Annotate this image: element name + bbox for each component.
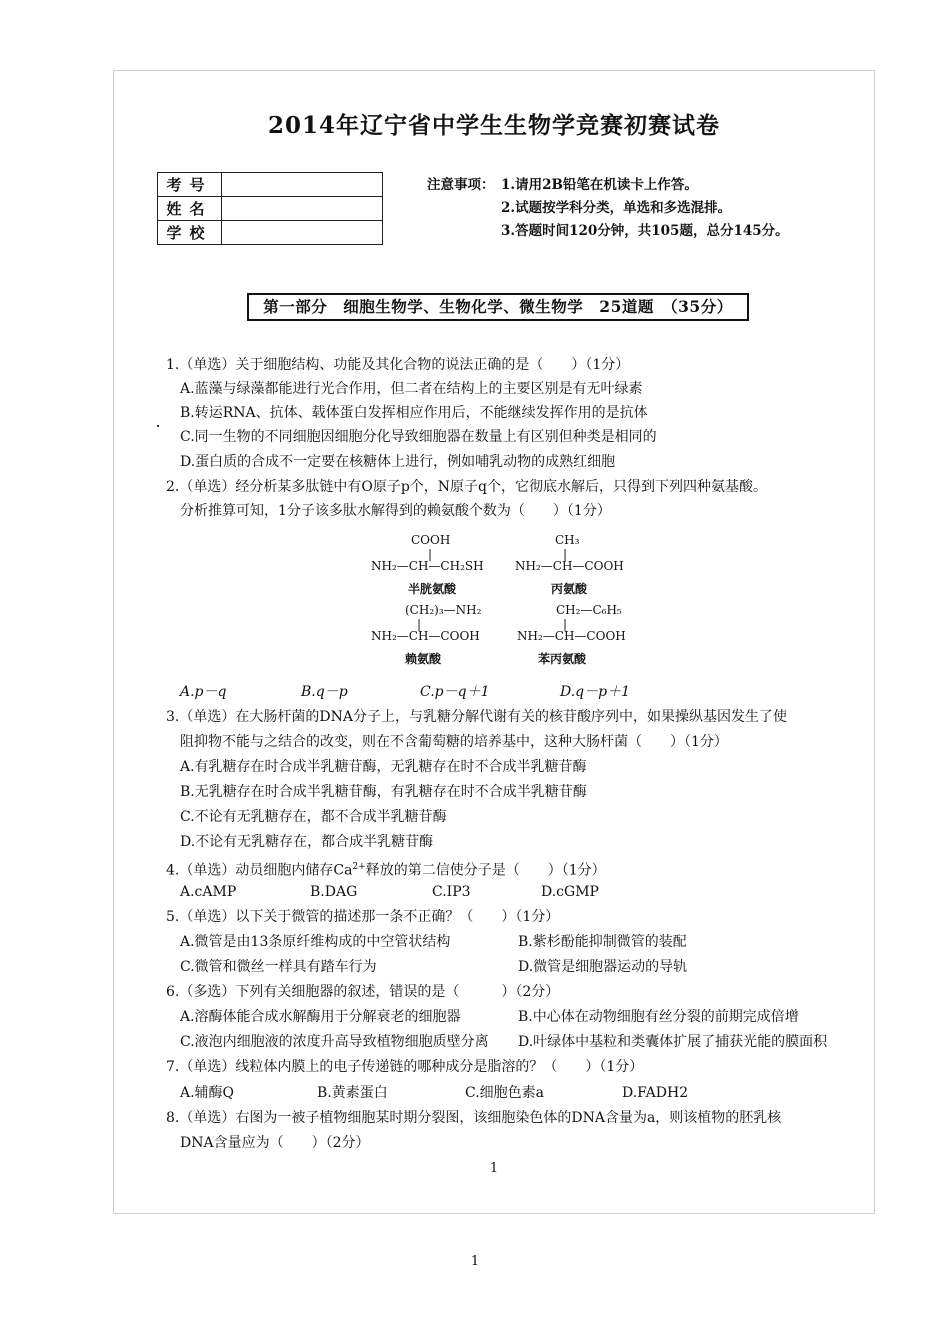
q8-stem-line1: 8.（单选）右图为一被子植物细胞某时期分裂图，该细胞染色体的DNA含量为a，则该植物的胚乳核 (166, 1110, 782, 1126)
candidate-info-table (157, 172, 383, 245)
exam-number-field (222, 173, 383, 197)
q2-stem-line2: 分析推算可知，1分子该多肽水解得到的赖氨酸个数为（ ）（1分） (180, 503, 611, 519)
exam-title: 2014年辽宁省中学生生物学竞赛初赛试卷 (267, 112, 720, 139)
cysteine-side-group: COOH (411, 533, 451, 547)
notes-heading: 注意事项： (427, 177, 495, 193)
q1-stem: 1.（单选）关于细胞结构、功能及其化合物的说法正确的是（ ）（1分） (166, 357, 630, 373)
q4-option-c: C.IP3 (432, 884, 471, 900)
q2-option-d: D.q－p＋1 (560, 684, 631, 700)
q1-option-a: A.蓝藻与绿藻都能进行光合作用，但二者在结构上的主要区别是有无叶绿素 (180, 381, 643, 397)
q1-option-d: D.蛋白质的合成不一定要在核糖体上进行，例如哺乳动物的成熟红细胞 (180, 454, 616, 470)
q5-option-b: B.紫杉酚能抑制微管的装配 (518, 934, 687, 950)
alanine-name: 丙氨酸 (551, 582, 588, 596)
note-item: 3.答题时间120分钟，共105题，总分145分。 (501, 223, 789, 239)
q6-stem: 6.（多选）下列有关细胞器的叙述，错误的是（ ）（2分） (166, 984, 560, 1000)
alanine-side-group: CH₃ (555, 533, 580, 547)
q3-stem-line1: 3.（单选）在大肠杆菌的DNA分子上，与乳糖分解代谢有关的核苷酸序列中，如果操纵基因发生了使 (166, 709, 787, 725)
lysine-name: 赖氨酸 (405, 652, 442, 666)
q5-stem: 5.（单选）以下关于微管的描述那一条不正确？（ ）（1分） (166, 909, 560, 925)
q2-stem-line1: 2.（单选）经分析某多肽链中有O原子p个，N原子q个，它彻底水解后，只得到下列四种氨基酸。 (166, 479, 768, 495)
info-row-exam-number (158, 173, 383, 197)
info-label: 考号 (158, 173, 222, 197)
phenylalanine-formula: NH₂—CH—COOH (517, 629, 626, 643)
school-field (222, 221, 383, 245)
info-label: 姓名 (158, 197, 222, 221)
info-label: 学校 (158, 221, 222, 245)
section-title: 第一部分 细胞生物学、生物化学、微生物学 25道题 （35分） (247, 293, 749, 321)
page-number-inner: 1 (489, 1161, 499, 1176)
q4-stem (166, 855, 846, 883)
phenylalanine-side-group: CH₂—C₆H₅ (556, 603, 622, 617)
q7-stem: 7.（单选）线粒体内膜上的电子传递链的哪种成分是脂溶的？（ ）（1分） (166, 1059, 644, 1075)
info-row-name (158, 197, 383, 221)
q4-option-b: B.DAG (310, 884, 358, 900)
q4-stem-post: 释放的第二信使分子是（ ）（1分） (365, 862, 606, 879)
q3-option-a: A.有乳糖存在时合成半乳糖苷酶，无乳糖存在时不合成半乳糖苷酶 (180, 759, 587, 775)
q6-option-a: A.溶酶体能合成水解酶用于分解衰老的细胞器 (180, 1009, 461, 1025)
lysine-side-group: (CH₂)₃—NH₂ (405, 603, 482, 617)
q6-option-b: B.中心体在动物细胞有丝分裂的前期完成倍增 (518, 1009, 799, 1025)
q5-option-a: A.微管是由13条原纤维构成的中空管状结构 (180, 934, 451, 950)
q5-option-c: C.微管和微丝一样具有踏车行为 (180, 959, 377, 975)
q1-option-b: B.转运RNA、抗体、载体蛋白发挥相应作用后，不能继续发挥作用的是抗体 (180, 405, 648, 421)
name-field (222, 197, 383, 221)
q4-stem-superscript: 2+ (352, 862, 366, 872)
info-row-school (158, 221, 383, 245)
q3-option-d: D.不论有无乳糖存在，都合成半乳糖苷酶 (180, 834, 434, 850)
q3-stem-line2: 阻抑物不能与之结合的改变，则在不含葡萄糖的培养基中，这种大肠杆菌（ ）（1分） (180, 734, 728, 750)
phenylalanine-name: 苯丙氨酸 (538, 652, 587, 666)
q4-option-d: D.cGMP (541, 884, 599, 900)
q2-option-a: A.p－q (180, 684, 227, 700)
lysine-formula: NH₂—CH—COOH (371, 629, 480, 643)
q3-option-b: B.无乳糖存在时合成半乳糖苷酶，有乳糖存在时不合成半乳糖苷酶 (180, 784, 587, 800)
cysteine-name: 半胱氨酸 (408, 582, 457, 596)
scan-speck (157, 425, 159, 427)
q5-option-d: D.微管是细胞器运动的导轨 (518, 959, 688, 975)
q4-stem-pre: 4.（单选）动员细胞内储存Ca (166, 862, 353, 879)
cysteine-formula: NH₂—CH—CH₂SH (371, 559, 484, 573)
alanine-formula: NH₂—CH—COOH (515, 559, 624, 573)
q8-stem-line2: DNA含量应为（ ）（2分） (180, 1135, 370, 1151)
note-item: 1.请用2B铅笔在机读卡上作答。 (501, 177, 698, 193)
q1-option-c: C.同一生物的不同细胞因细胞分化导致细胞器在数量上有区别但种类是相同的 (180, 429, 657, 445)
q2-option-b: B.q－p (301, 684, 348, 700)
q7-option-b: B.黄素蛋白 (317, 1085, 388, 1101)
notes-block (427, 174, 789, 243)
page-number-outer: 1 (470, 1254, 480, 1269)
q7-option-c: C.细胞色素a (465, 1085, 545, 1101)
q6-option-c: C.液泡内细胞液的浓度升高导致植物细胞质壁分离 (180, 1034, 489, 1050)
q2-option-c: C.p－q＋1 (420, 684, 490, 700)
q6-option-d: D.叶绿体中基粒和类囊体扩展了捕获光能的膜面积 (518, 1034, 828, 1050)
q7-option-d: D.FADH2 (622, 1085, 689, 1101)
q4-option-a: A.cAMP (180, 884, 237, 900)
q7-option-a: A.辅酶Q (180, 1085, 235, 1101)
note-item: 2.试题按学科分类，单选和多选混排。 (501, 200, 732, 216)
exam-sheet: 2014年辽宁省中学生生物学竞赛初赛试卷 考号 姓名 学校 注意事项： 1.请用2B铅笔在机读卡上作答。 2.试题按学科分类，单选和多选混排。 3.答题时间120分钟，共105题，总分145分。 第一部分 细胞生物学、生物化学、微生物学 25道题 （35分） 1.（单选）关于细胞结构、功能及其化合物的说法正确的是（ ）（1分） A.蓝藻与绿藻都能进行光合作用，但二者在结构上的主要区别是有无叶绿素 B.转运RNA、抗体、载体蛋白发挥相应作用后，不能继续发挥作用的是抗体 C.同一生物的不同细胞因细胞分化导致细胞器在数量上有区别但种类是相同的 D.蛋白质的合成不一定要在核糖体上进行，例如哺乳动物的成熟红细胞 2.（单选）经分析某多肽链中有O原子p个，N原子q个，它彻底水解后，只得到下列四种氨基酸。 分析推算可知，1分子该多肽水解得到的赖氨酸个数为（ ）（1分） COOH | NH₂—CH—CH₂SH 半胱氨酸 CH₃ | NH₂—CH—COOH 丙氨酸 (CH₂)₃—NH₂ | NH₂—CH—COOH 赖氨酸 CH₂—C₆H₅ | NH₂—CH—COOH 苯丙氨酸 A.p－q B.q－p C.p－q＋1 D.q－p＋1 3.（单选）在大肠杆菌的DNA分子上，与乳糖分解代谢有关的核苷酸序列中，如果操纵基因发生了使 阻抑物不能与之结合的改变，则在不含葡萄糖的培养基中，这种大肠杆菌（ ）（1分） A.有乳糖存在时合成半乳糖苷酶，无乳糖存在时不合成半乳糖苷酶 B.无乳糖存在时合成半乳糖苷酶，有乳糖存在时不合成半乳糖苷酶 C.不论有无乳糖存在，都不合成半乳糖苷酶 D.不论有无乳糖存在，都合成半乳糖苷酶 4.（单选）动员细胞内储存$Ca^{2+}$释放的第二信使分子是（ ）（1分） A.cAMP B.DAG C.IP3 D.cGMP 5.（单选）以下关于微管的描述那一条不正确？（ ）（1分） A.微管是由13条原纤维构成的中空管状结构 B.紫杉酚能抑制微管的装配 C.微管和微丝一样具有踏车行为 D.微管是细胞器运动的导轨 6.（多选）下列有关细胞器的叙述，错误的是（ ）（2分） A.溶酶体能合成水解酶用于分解衰老的细胞器 B.中心体在动物细胞有丝分裂的前期完成倍增 C.液泡内细胞液的浓度升高导致植物细胞质壁分离 D.叶绿体中基粒和类囊体扩展了捕获光能的膜面积 7.（单选）线粒体内膜上的电子传递链的哪种成分是脂溶的？（ ）（1分） A.辅酶Q B.黄素蛋白 C.细胞色素a D.FADH2 8.（单选）右图为一被子植物细胞某时期分裂图，该细胞染色体的DNA含量为a，则该植物的胚乳核 DNA含量应为（ ）（2分） 1 (113, 70, 875, 1214)
q3-option-c: C.不论有无乳糖存在，都不合成半乳糖苷酶 (180, 809, 447, 825)
